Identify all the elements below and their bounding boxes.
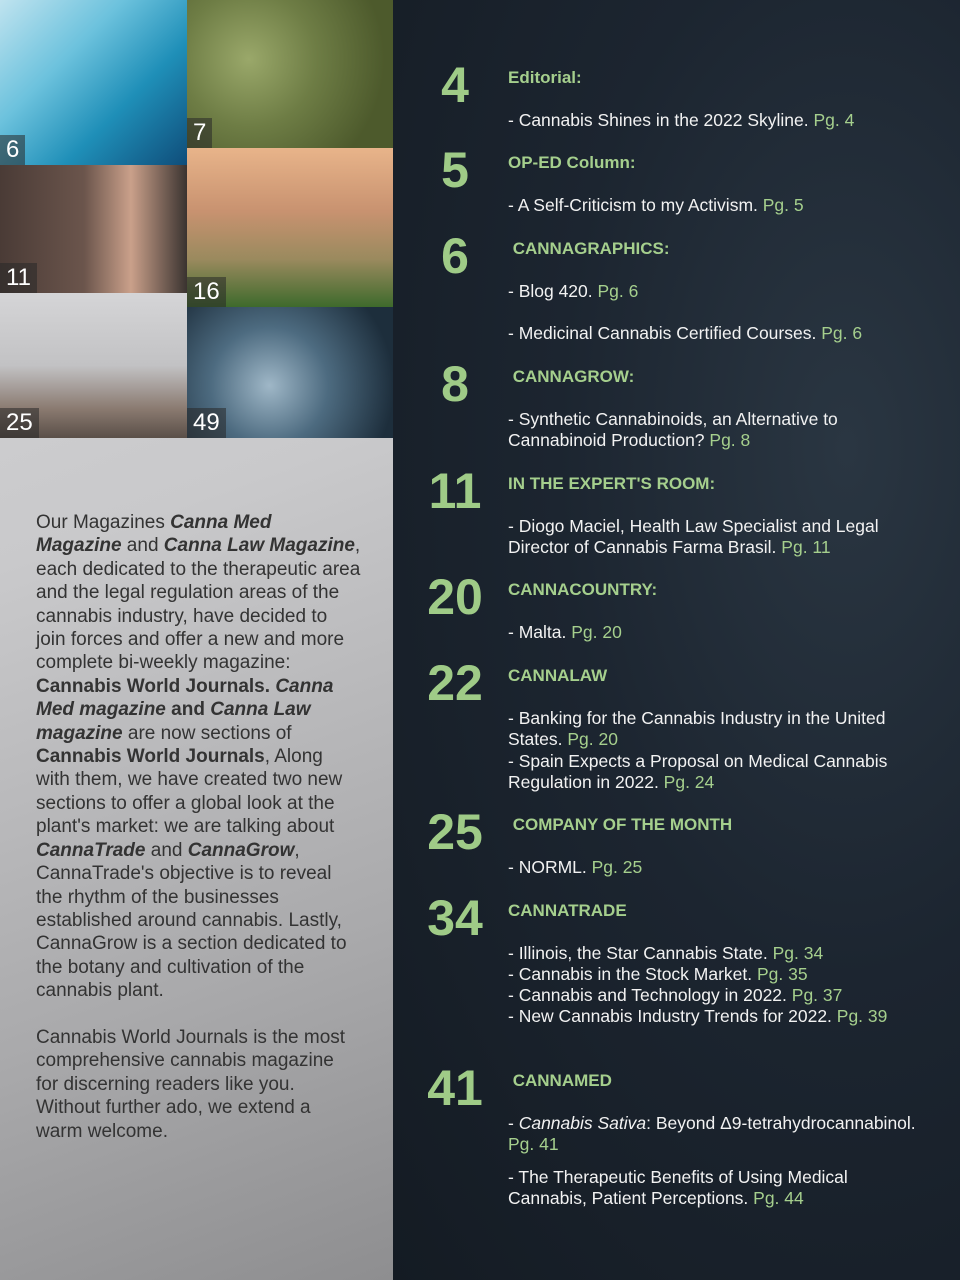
toc-item-title: - Spain Expects a Proposal on Medical Cannabis Regulation in 2022. <box>508 751 888 793</box>
toc-item[interactable] <box>508 281 923 302</box>
section-page-number[interactable]: 5 <box>441 142 469 198</box>
photo-malta-skyline <box>187 148 393 307</box>
toc-item[interactable] <box>508 985 923 1006</box>
toc-item-title: - The Therapeutic Benefits of Using Medical Cannabis, Patient Perceptions. <box>508 1167 848 1209</box>
toc-item-page: Pg. 41 <box>508 1134 559 1155</box>
section-heading[interactable]: COMPANY OF THE MONTH <box>508 815 733 834</box>
toc-item[interactable] <box>508 195 923 216</box>
toc-item[interactable] <box>508 622 923 643</box>
photo-page-label: 25 <box>0 408 39 438</box>
toc-item-page: Pg. 25 <box>591 857 643 877</box>
toc-item-title: - Banking for the Cannabis Industry in the United States. <box>508 708 886 750</box>
toc-item-page: Pg. 35 <box>757 964 808 984</box>
intro-paragraph-1 <box>36 511 361 1003</box>
section-page-number[interactable]: 4 <box>441 57 469 113</box>
toc-item-title: - Medicinal Cannabis Certified Courses. <box>508 323 822 343</box>
toc-item-page: Pg. 5 <box>762 195 804 215</box>
intro-segment: and <box>121 535 164 557</box>
intro-segment: Our Magazines <box>36 512 171 533</box>
toc-item-page: Pg. 20 <box>567 729 618 750</box>
section-heading[interactable]: OP-ED Column: <box>508 153 636 172</box>
intro-segment: Canna Med Magazine <box>36 512 272 557</box>
intro-segment: Cannabis World Journals. <box>36 675 276 697</box>
toc-item[interactable] <box>508 708 923 751</box>
section-heading[interactable]: Editorial: <box>508 68 582 87</box>
intro-segment: , CannaTrade's objective is to reveal the rhythm of the businesses established around cannabis. Lastly, CannaGrow is a section dedicated to the botany and cultivation of the cannabis plant. <box>36 839 347 1002</box>
photo-lab-researcher <box>0 0 187 165</box>
photo-man-portrait <box>0 293 187 438</box>
toc-item-title: - Cannabis in the Stock Market. <box>508 964 757 984</box>
photo-cannabis-buds <box>187 0 393 148</box>
section-heading[interactable]: CANNAGRAPHICS: <box>508 239 670 258</box>
toc-item-title: - Cannabis Shines in the 2022 Skyline. <box>508 110 814 130</box>
toc-item[interactable] <box>508 1006 923 1027</box>
intro-segment: Canna Law Magazine <box>163 535 355 557</box>
toc-item[interactable] <box>508 516 923 559</box>
toc-item[interactable] <box>508 964 923 985</box>
toc-item[interactable] <box>508 110 923 131</box>
toc-item-title: - Synthetic Cannabinoids, an Alternative to Cannabinoid Production? <box>508 409 838 451</box>
intro-paragraph-2: Cannabis World Journals is the most comprehensive cannabis magazine for discerning readers like you. Without further ado, we extend a warm welcome. <box>36 1026 346 1142</box>
toc-item-title: - Diogo Maciel, Health Law Specialist and Legal Director of Cannabis Farma Brasil. <box>508 516 879 558</box>
intro-segment: and <box>145 839 188 861</box>
intro-segment: Canna Law magazine <box>36 699 311 744</box>
toc-item-title: - NORML. <box>508 857 592 877</box>
photo-page-label: 6 <box>0 135 25 165</box>
section-heading[interactable]: CANNATRADE <box>508 901 627 920</box>
toc-item-title: - New Cannabis Industry Trends for 2022. <box>508 1006 837 1026</box>
toc-item[interactable] <box>508 409 923 452</box>
photo-page-label: 16 <box>187 277 226 307</box>
toc-item-page: Pg. 20 <box>571 622 622 642</box>
photo-diogo-maciel <box>0 165 187 293</box>
toc-item-page: Pg. 6 <box>597 281 639 301</box>
toc-item-title: - A Self-Criticism to my Activism. <box>508 195 763 215</box>
toc-item-title: - Cannabis and Technology in 2022. <box>508 985 792 1005</box>
toc-item-page: Pg. 6 <box>821 323 863 343</box>
toc-item[interactable] <box>508 857 923 878</box>
intro-segment: Cannabis World Journals <box>36 746 265 768</box>
section-page-number[interactable]: 11 <box>428 463 482 519</box>
toc-item-title: - Blog 420. <box>508 281 598 301</box>
section-heading[interactable]: CANNAMED <box>508 1071 612 1090</box>
intro-segment: Canna Med magazine <box>36 675 334 721</box>
section-page-number[interactable]: 20 <box>427 569 483 625</box>
toc-item[interactable] <box>508 751 923 794</box>
toc-item-page: Pg. 44 <box>753 1188 804 1209</box>
intro-segment: are now sections of <box>122 722 292 744</box>
section-heading[interactable]: IN THE EXPERT'S ROOM: <box>508 474 716 493</box>
toc-item-title: - Malta. <box>508 622 572 642</box>
intro-text <box>36 511 361 1166</box>
toc-item-page: Pg. 24 <box>663 772 715 793</box>
toc-item-title: - <box>508 1113 519 1133</box>
section-page-number[interactable]: 6 <box>441 228 469 284</box>
section-page-number[interactable]: 34 <box>427 890 483 946</box>
toc-item[interactable] <box>508 1113 923 1156</box>
toc-item-page: Pg. 4 <box>813 110 855 130</box>
toc-item[interactable] <box>508 1167 923 1210</box>
toc-item-page: Pg. 39 <box>836 1006 888 1026</box>
intro-segment: CannaTrade <box>36 839 146 861</box>
toc-item-page: Pg. 8 <box>709 430 751 451</box>
section-heading[interactable]: CANNAGROW: <box>508 367 635 386</box>
toc-item-title: : Beyond Δ9-tetrahydrocannabinol. <box>646 1113 916 1133</box>
toc-item[interactable] <box>508 323 923 344</box>
toc-item-title: - Illinois, the Star Cannabis State. <box>508 943 773 963</box>
section-page-number[interactable]: 25 <box>427 804 483 860</box>
toc-item[interactable] <box>508 943 923 964</box>
toc-item-page: Pg. 37 <box>791 985 843 1005</box>
section-heading[interactable]: CANNALAW <box>508 666 608 685</box>
intro-segment: , Along with them, we have created two new sections to offer a global look at the plant's market: we are talking about <box>36 746 343 838</box>
toc-item-title: Cannabis Sativa <box>518 1113 647 1133</box>
intro-segment: , each dedicated to the therapeutic area and the legal regulation areas of the cannabis industry, have decided to join forces and offer a new and more complete bi-weekly magazine: <box>36 535 361 674</box>
photo-page-label: 49 <box>187 408 226 438</box>
section-page-number[interactable]: 41 <box>427 1060 483 1116</box>
photo-brain-scans <box>187 307 393 438</box>
section-page-number[interactable]: 8 <box>441 356 469 412</box>
intro-segment: and <box>165 699 211 721</box>
section-heading[interactable]: CANNACOUNTRY: <box>508 580 658 599</box>
toc-item-page: Pg. 11 <box>781 537 831 558</box>
photo-page-label: 7 <box>187 118 212 148</box>
intro-panel <box>0 0 393 1280</box>
photo-page-label: 11 <box>0 263 37 293</box>
toc-item-page: Pg. 34 <box>772 943 824 963</box>
intro-segment: CannaGrow <box>187 839 295 861</box>
section-page-number[interactable]: 22 <box>427 655 483 711</box>
